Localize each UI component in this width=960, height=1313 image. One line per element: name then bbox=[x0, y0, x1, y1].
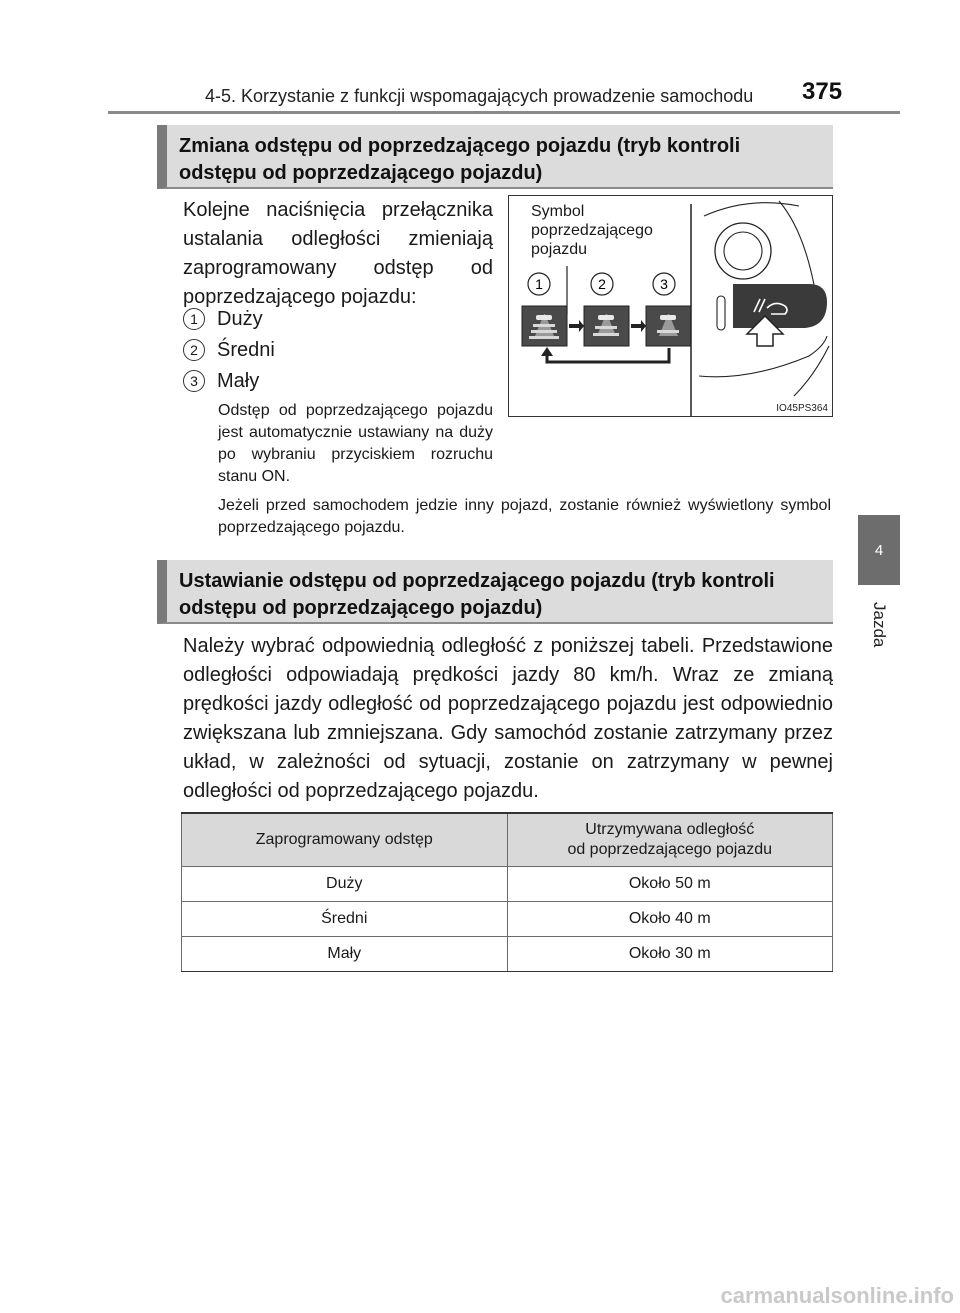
section-heading-1: Zmiana odstępu od poprzedzającego pojazdu (tryb kontroli odstępu od poprzedzającego pojazdu) bbox=[157, 125, 833, 189]
option-label: Mały bbox=[217, 370, 260, 392]
callout-2 bbox=[591, 273, 613, 295]
note-default-distance: Odstęp od poprzedzającego pojazdu jest automatycznie ustawiany na duży po wybraniu przyciskiem rozruchu stanu ON. bbox=[218, 402, 493, 485]
page-number: 375 bbox=[802, 78, 843, 105]
figure-illustration bbox=[509, 196, 833, 417]
option-item bbox=[183, 336, 275, 364]
callout-3 bbox=[653, 273, 675, 295]
column-header: Utrzymywana odległość od poprzedzającego pojazdu bbox=[507, 813, 833, 867]
table-row bbox=[182, 937, 833, 972]
option-item bbox=[183, 367, 259, 395]
figure-distance-switch bbox=[508, 195, 833, 417]
table-cell: Średni bbox=[182, 902, 508, 937]
svg-text:1: 1 bbox=[535, 276, 543, 292]
distance-screen-1 bbox=[522, 306, 567, 346]
number-badge: 3 bbox=[183, 370, 205, 392]
option-item bbox=[183, 305, 263, 333]
chapter-label: Jazda bbox=[870, 602, 889, 648]
chapter-tab[interactable] bbox=[858, 515, 900, 585]
header-title: 4-5. Korzystanie z funkcji wspomagających prowadzenie samochodu bbox=[205, 86, 754, 106]
table-cell: Około 40 m bbox=[507, 902, 833, 937]
distance-table bbox=[181, 812, 833, 972]
table-row bbox=[182, 902, 833, 937]
option-label: Średni bbox=[217, 339, 275, 361]
number-badge: 2 bbox=[183, 339, 205, 361]
distance-screen-3 bbox=[646, 306, 691, 346]
callout-1 bbox=[528, 273, 550, 295]
watermark: carmanualsonline.info bbox=[720, 1283, 954, 1308]
steering-wheel-illustration bbox=[699, 201, 829, 396]
svg-text:2: 2 bbox=[598, 276, 606, 292]
intro-text: Kolejne naciśnięcia przełącznika ustalania odległości zmieniają zaprogramowany odstęp od poprzedzającego pojazdu: bbox=[183, 199, 493, 308]
chapter-number: 4 bbox=[874, 541, 884, 559]
table-cell: Duży bbox=[182, 867, 508, 902]
table-cell: Około 50 m bbox=[507, 867, 833, 902]
svg-text:3: 3 bbox=[660, 276, 668, 292]
table-row bbox=[182, 867, 833, 902]
distance-switch bbox=[733, 284, 827, 328]
table-cell: Mały bbox=[182, 937, 508, 972]
figure-label: Symbol poprzedzającego pojazdu bbox=[531, 203, 653, 258]
arrow-right-icon bbox=[631, 320, 646, 332]
body-text: Należy wybrać odpowiednią odległość z poniższej tabeli. Przedstawione odległości odpowiadają prędkości jazdy 80 km/h. Wraz ze zmianą prędkości jazdy odległość od poprzedzającego pojazdu jest odpowiednio zwiększana lub zmniejszana. Gdy samochód zostanie zatrzymany przez układ, w zależności od sytuacji, zostanie on zatrzymany w pewnej odległości od poprzedzającego pojazdu. bbox=[183, 635, 833, 802]
number-badge: 1 bbox=[183, 308, 205, 330]
figure-code: IO45PS364 bbox=[776, 403, 828, 414]
column-header: Zaprogramowany odstęp bbox=[182, 813, 508, 867]
table-cell: Około 30 m bbox=[507, 937, 833, 972]
arrow-right-icon bbox=[569, 320, 584, 332]
table-header-row bbox=[182, 813, 833, 867]
section-heading-2: Ustawianie odstępu od poprzedzającego pojazdu (tryb kontroli odstępu od poprzedzającego pojazdu) bbox=[157, 560, 833, 624]
header-rule bbox=[108, 111, 900, 114]
return-arrow-icon bbox=[547, 348, 669, 362]
option-label: Duży bbox=[217, 308, 263, 330]
distance-screen-2 bbox=[584, 306, 629, 346]
note-vehicle-symbol: Jeżeli przed samochodem jedzie inny pojazd, zostanie również wyświetlony symbol poprzedzającego pojazdu. bbox=[218, 497, 831, 536]
